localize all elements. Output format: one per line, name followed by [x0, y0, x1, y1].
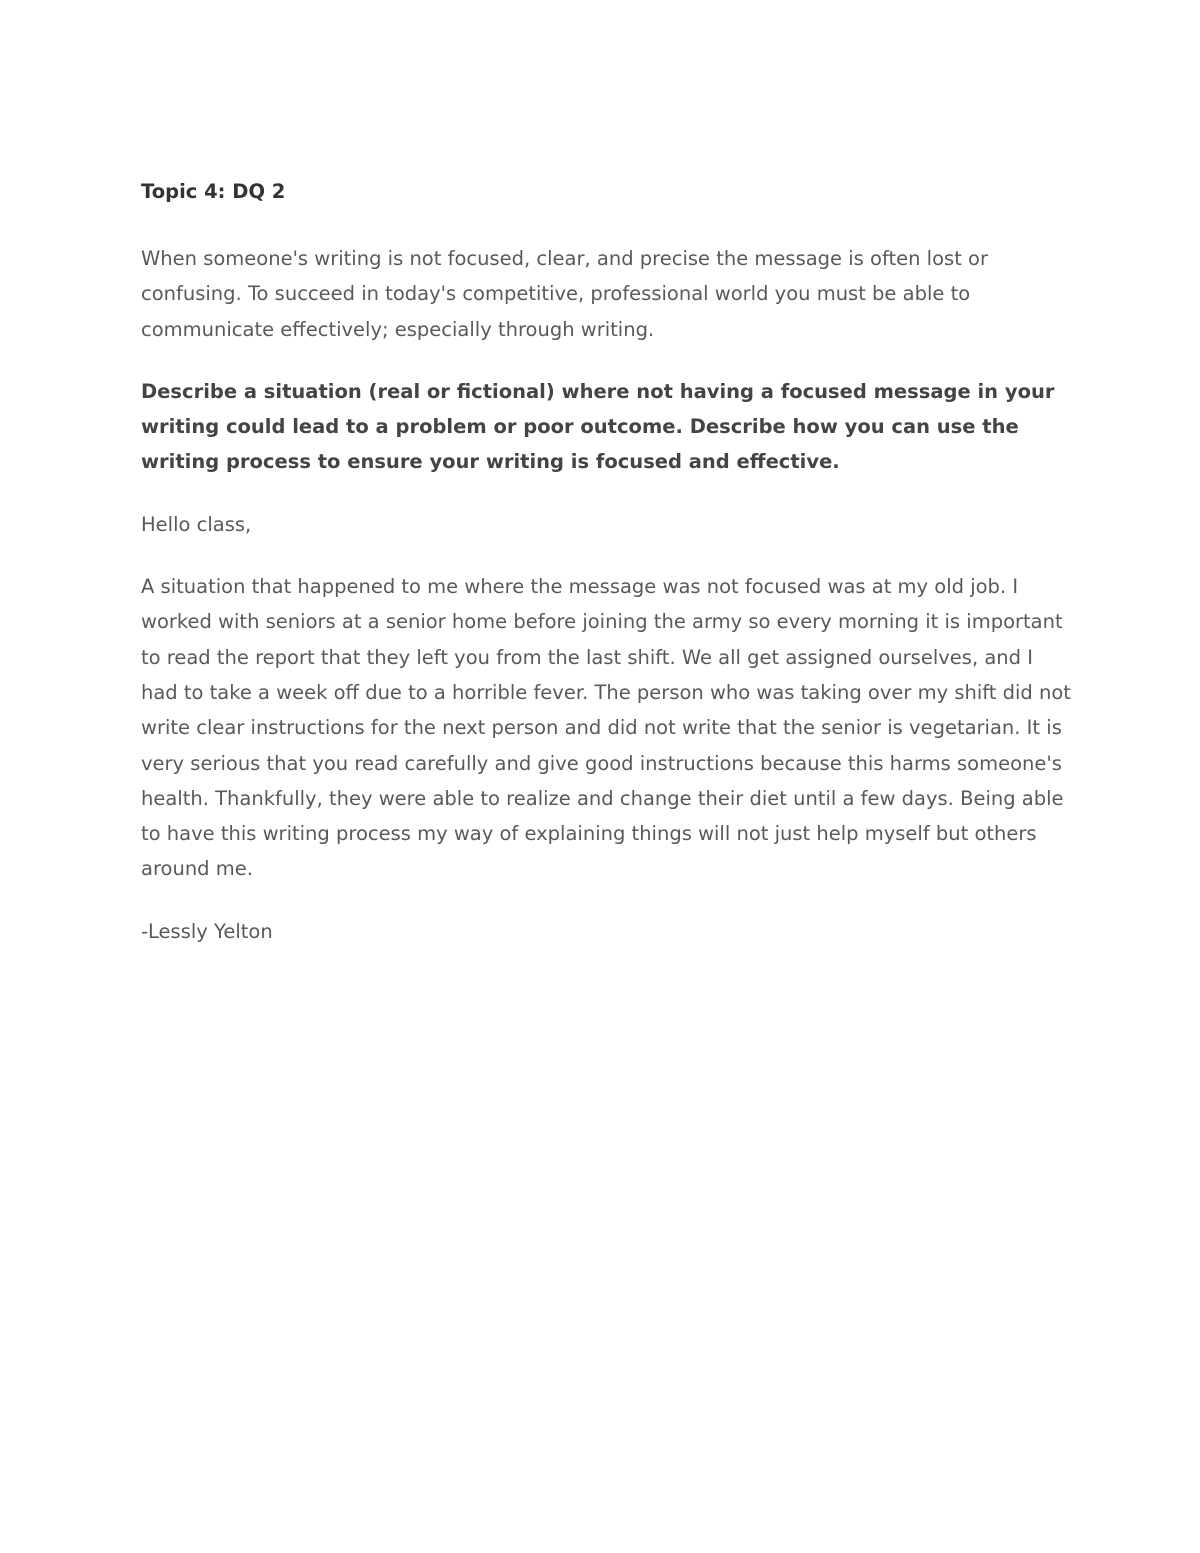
document-page	[141, 178, 1071, 949]
intro-paragraph: When someone's writing is not focused, clear, and precise the message is often lost or confusing. To succeed in today's competitive, professional world you must be able to communicate effectively; especially through writing.	[141, 247, 988, 341]
prompt-paragraph: Describe a situation (real or fictional) where not having a focused message in your writing could lead to a problem or poor outcome. Describe how you can use the writing process to ensure your writing is focused and effective.	[141, 379, 1055, 474]
greeting-paragraph: Hello class,	[141, 512, 252, 536]
document-title: Topic 4: DQ 2	[141, 180, 286, 203]
body-paragraph: A situation that happened to me where the message was not focused was at my old job. I worked with seniors at a senior home before joining the army so every morning it is important to read the report that they left you from the last shift. We all get assigned ourselves, and I had to take a week off due to a horrible fever. The person who was taking over my shift did not write clear instructions for the next person and did not write that the senior is vegetarian. It is very serious that you read carefully and give good instructions because this harms someone's health. Thankfully, they were able to realize and change their diet until a few days. Being able to have this writing process my way of explaining things will not just help myself but others around me.	[141, 575, 1071, 881]
signature: -Lessly Yelton	[141, 919, 273, 943]
